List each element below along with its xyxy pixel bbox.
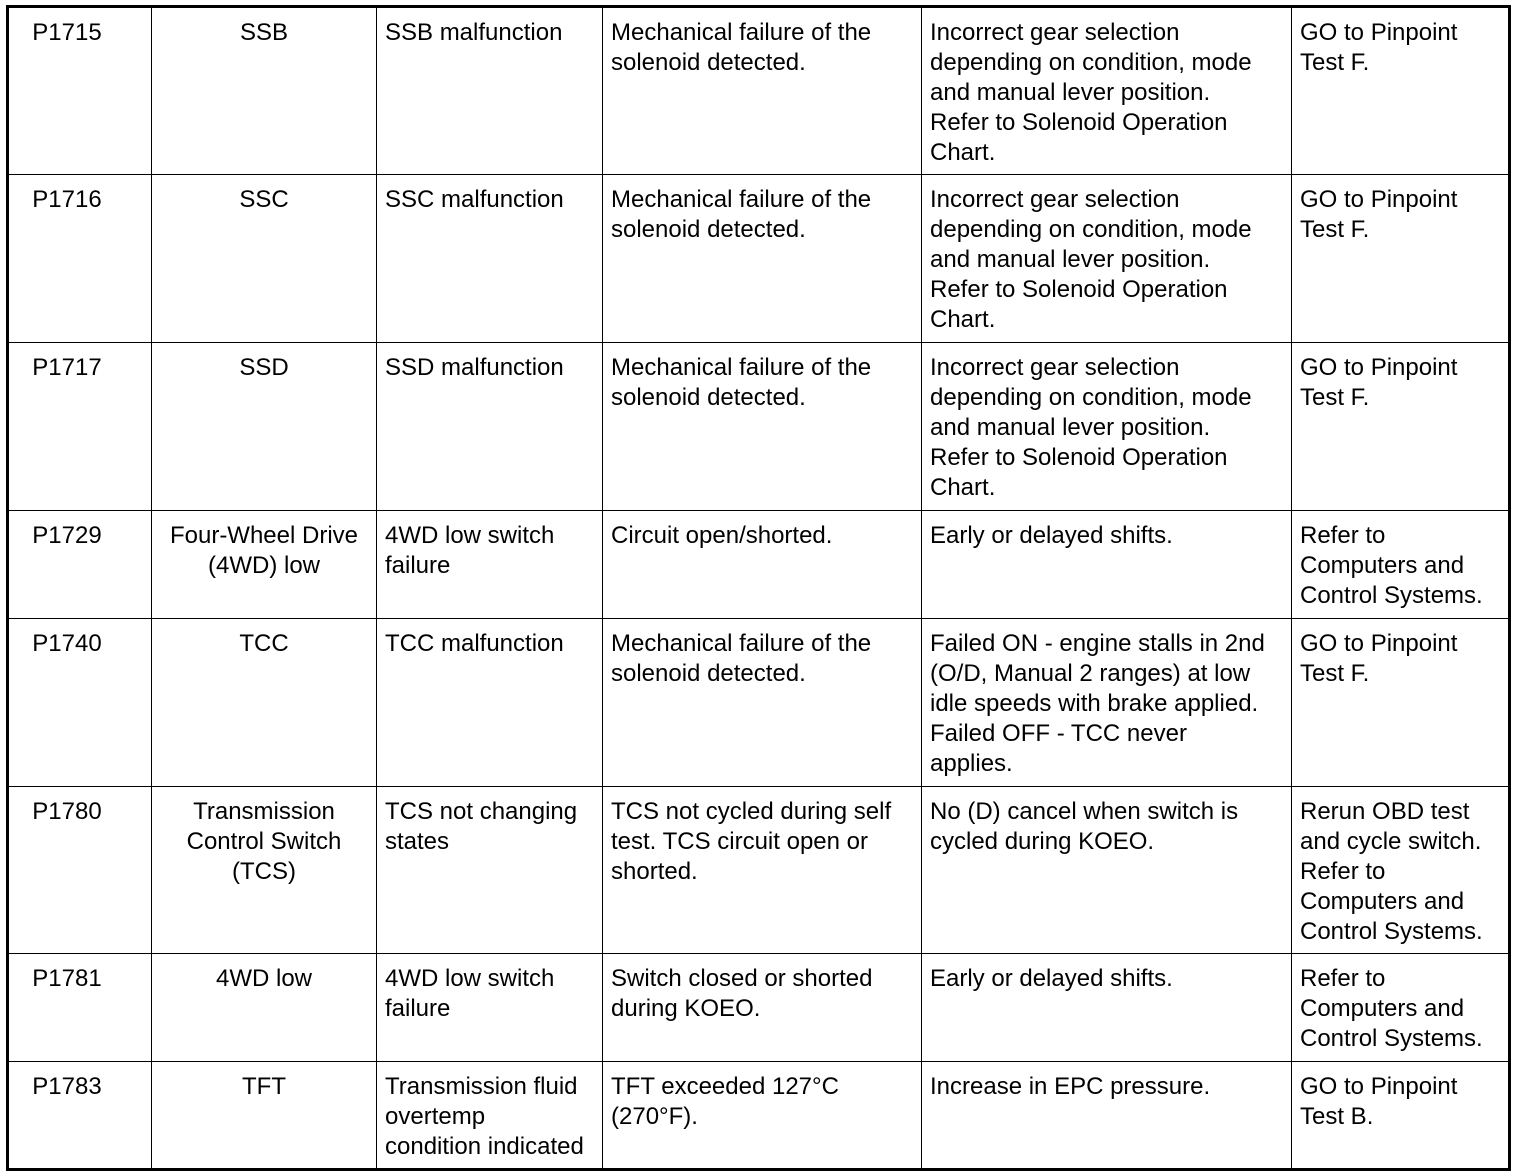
- action-cell: GO to Pinpoint Test B.: [1292, 1062, 1510, 1170]
- dtc-table: [6, 5, 1511, 1171]
- condition-cell: Mechanical failure of the solenoid detected.: [603, 175, 922, 343]
- component-cell: Four-Wheel Drive (4WD) low: [152, 511, 377, 619]
- table-row: [8, 175, 1510, 343]
- description-cell: 4WD low switch failure: [377, 954, 603, 1062]
- symptom-cell: Early or delayed shifts.: [922, 511, 1292, 619]
- table-row: [8, 787, 1510, 954]
- symptom-cell: Incorrect gear selection depending on condition, mode and manual lever position. Refer to Solenoid Operation Chart.: [922, 343, 1292, 511]
- symptom-cell: Increase in EPC pressure.: [922, 1062, 1292, 1170]
- table-row: [8, 7, 1510, 175]
- action-cell: GO to Pinpoint Test F.: [1292, 175, 1510, 343]
- condition-cell: Switch closed or shorted during KOEO.: [603, 954, 922, 1062]
- component-cell: SSC: [152, 175, 377, 343]
- component-cell: SSB: [152, 7, 377, 175]
- action-cell: GO to Pinpoint Test F.: [1292, 7, 1510, 175]
- description-cell: SSC malfunction: [377, 175, 603, 343]
- component-cell: 4WD low: [152, 954, 377, 1062]
- description-cell: TCS not changing states: [377, 787, 603, 954]
- symptom-cell: Failed ON - engine stalls in 2nd (O/D, Manual 2 ranges) at low idle speeds with brake applied. Failed OFF - TCC never applies.: [922, 619, 1292, 787]
- symptom-cell: Early or delayed shifts.: [922, 954, 1292, 1062]
- symptom-cell: No (D) cancel when switch is cycled during KOEO.: [922, 787, 1292, 954]
- description-cell: 4WD low switch failure: [377, 511, 603, 619]
- component-cell: TFT: [152, 1062, 377, 1170]
- condition-cell: Circuit open/shorted.: [603, 511, 922, 619]
- condition-cell: TCS not cycled during self test. TCS circuit open or shorted.: [603, 787, 922, 954]
- symptom-cell: Incorrect gear selection depending on condition, mode and manual lever position. Refer to Solenoid Operation Chart.: [922, 7, 1292, 175]
- action-cell: GO to Pinpoint Test F.: [1292, 619, 1510, 787]
- dtc-code-cell: P1783: [8, 1062, 152, 1170]
- condition-cell: TFT exceeded 127°C (270°F).: [603, 1062, 922, 1170]
- dtc-code-cell: P1715: [8, 7, 152, 175]
- description-cell: Transmission fluid overtemp condition indicated: [377, 1062, 603, 1170]
- dtc-code-cell: P1781: [8, 954, 152, 1062]
- table-row: [8, 1062, 1510, 1170]
- action-cell: Refer to Computers and Control Systems.: [1292, 511, 1510, 619]
- condition-cell: Mechanical failure of the solenoid detected.: [603, 343, 922, 511]
- component-cell: Transmission Control Switch (TCS): [152, 787, 377, 954]
- table-row: [8, 511, 1510, 619]
- description-cell: TCC malfunction: [377, 619, 603, 787]
- table-row: [8, 954, 1510, 1062]
- symptom-cell: Incorrect gear selection depending on condition, mode and manual lever position. Refer to Solenoid Operation Chart.: [922, 175, 1292, 343]
- condition-cell: Mechanical failure of the solenoid detected.: [603, 619, 922, 787]
- table-row: [8, 619, 1510, 787]
- action-cell: Rerun OBD test and cycle switch. Refer to Computers and Control Systems.: [1292, 787, 1510, 954]
- table-row: [8, 343, 1510, 511]
- component-cell: TCC: [152, 619, 377, 787]
- description-cell: SSB malfunction: [377, 7, 603, 175]
- dtc-code-cell: P1740: [8, 619, 152, 787]
- component-cell: SSD: [152, 343, 377, 511]
- description-cell: SSD malfunction: [377, 343, 603, 511]
- action-cell: GO to Pinpoint Test F.: [1292, 343, 1510, 511]
- dtc-code-cell: P1729: [8, 511, 152, 619]
- action-cell: Refer to Computers and Control Systems.: [1292, 954, 1510, 1062]
- condition-cell: Mechanical failure of the solenoid detected.: [603, 7, 922, 175]
- dtc-code-cell: P1780: [8, 787, 152, 954]
- dtc-code-cell: P1717: [8, 343, 152, 511]
- dtc-code-cell: P1716: [8, 175, 152, 343]
